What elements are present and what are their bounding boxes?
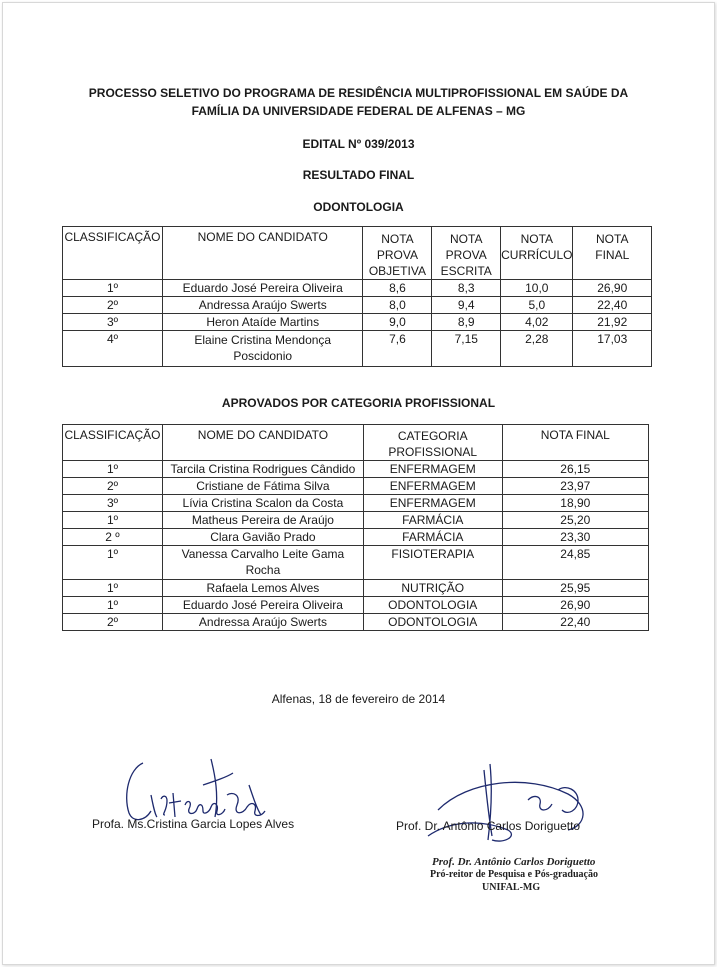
- right-signatory-name: Prof. Dr. Antônio Carlos Doriguetto: [396, 819, 581, 833]
- table-row: [63, 597, 649, 614]
- table-row: [63, 478, 649, 495]
- table-row: [63, 512, 649, 529]
- cell-nota-escrita: 7,15: [432, 331, 501, 367]
- cell-nota-final: 22,40: [573, 297, 652, 314]
- section-heading-aprovados: APROVADOS POR CATEGORIA PROFISSIONAL: [221, 396, 496, 410]
- cell-categoria: NUTRIÇÃO: [363, 580, 502, 597]
- table-row: [63, 280, 652, 297]
- category-table: [62, 424, 649, 631]
- cell-nome: Elaine Cristina Mendonça Poscidonio: [162, 331, 363, 367]
- cell-nota-final: 26,90: [573, 280, 652, 297]
- table-row: [63, 331, 652, 367]
- cell-classificacao: 2º: [63, 614, 163, 631]
- col-header-nome: NOME DO CANDIDATO: [162, 227, 363, 280]
- stamp-name: Prof. Dr. Antônio Carlos Doriguetto: [432, 856, 596, 868]
- doc-title-line1: PROCESSO SELETIVO DO PROGRAMA DE RESIDÊNCIA MULTIPROFISSIONAL EM SAÚDE DA: [88, 86, 629, 100]
- table-row: [63, 614, 649, 631]
- right-signature-icon: [408, 760, 608, 855]
- col-header-nota-final: NOTA FINAL: [573, 227, 652, 280]
- cell-classificacao: 4º: [63, 331, 163, 367]
- place-and-date: Alfenas, 18 de fevereiro de 2014: [271, 692, 446, 706]
- cell-nota-final: 26,90: [502, 597, 648, 614]
- cell-nota-objetiva: 7,6: [363, 331, 432, 367]
- left-signatory-name: Profa. Ms.Cristina Garcia Lopes Alves: [92, 817, 295, 831]
- cell-nome: Andressa Araújo Swerts: [162, 614, 363, 631]
- cell-classificacao: 1º: [63, 512, 163, 529]
- cell-nome: Heron Ataíde Martins: [162, 314, 363, 331]
- table-row: [63, 314, 652, 331]
- edital-number: EDITAL Nº 039/2013: [302, 137, 415, 151]
- col-header-classificacao: CLASSIFICAÇÃO: [63, 227, 163, 280]
- col-header-nota-objetiva: NOTA PROVA OBJETIVA: [363, 227, 432, 280]
- cell-nota-final: 23,30: [502, 529, 648, 546]
- table-header-row: [63, 227, 652, 280]
- cell-nome: Rafaela Lemos Alves: [162, 580, 363, 597]
- cell-nota-final: 24,85: [502, 546, 648, 580]
- col-header-nota-curriculo: NOTA CURRÍCULO: [501, 227, 573, 280]
- cell-categoria: FARMÁCIA: [363, 529, 502, 546]
- cell-nome: Eduardo José Pereira Oliveira: [162, 280, 363, 297]
- cell-nota-curriculo: 4,02: [501, 314, 573, 331]
- cell-classificacao: 1º: [63, 580, 163, 597]
- cell-nota-curriculo: 5,0: [501, 297, 573, 314]
- cell-classificacao: 3º: [63, 495, 163, 512]
- stamp-role: Pró-reitor de Pesquisa e Pós-graduação: [430, 869, 598, 880]
- cell-classificacao: 1º: [63, 546, 163, 580]
- col-header-categoria: CATEGORIA PROFISSIONAL: [363, 425, 502, 461]
- cell-classificacao: 1º: [63, 597, 163, 614]
- cell-categoria: ENFERMAGEM: [363, 495, 502, 512]
- cell-nota-final: 18,90: [502, 495, 648, 512]
- col-header-nota-final: NOTA FINAL: [502, 425, 648, 461]
- cell-nome: Lívia Cristina Scalon da Costa: [162, 495, 363, 512]
- cell-nome: Eduardo José Pereira Oliveira: [162, 597, 363, 614]
- area-heading: ODONTOLOGIA: [313, 200, 404, 214]
- table-row: [63, 297, 652, 314]
- cell-classificacao: 2 º: [63, 529, 163, 546]
- table-row: [63, 461, 649, 478]
- cell-nota-final: 25,95: [502, 580, 648, 597]
- cell-nota-final: 26,15: [502, 461, 648, 478]
- cell-nome: Cristiane de Fátima Silva: [162, 478, 363, 495]
- cell-nome: Vanessa Carvalho Leite Gama Rocha: [162, 546, 363, 580]
- cell-nota-final: 21,92: [573, 314, 652, 331]
- cell-nome: Matheus Pereira de Araújo: [162, 512, 363, 529]
- results-table: [62, 226, 652, 367]
- cell-classificacao: 3º: [63, 314, 163, 331]
- col-header-nome: NOME DO CANDIDATO: [162, 425, 363, 461]
- cell-nota-escrita: 9,4: [432, 297, 501, 314]
- cell-categoria: FARMÁCIA: [363, 512, 502, 529]
- cell-nome: Tarcila Cristina Rodrigues Cândido: [162, 461, 363, 478]
- cell-nota-escrita: 8,9: [432, 314, 501, 331]
- cell-nota-curriculo: 10,0: [501, 280, 573, 297]
- table-row: [63, 495, 649, 512]
- cell-nota-final: 25,20: [502, 512, 648, 529]
- cell-categoria: ENFERMAGEM: [363, 461, 502, 478]
- cell-nome: Clara Gavião Prado: [162, 529, 363, 546]
- stamp-institution: UNIFAL-MG: [482, 882, 541, 893]
- table-row: [63, 580, 649, 597]
- table-row: [63, 546, 649, 580]
- cell-nota-final: 17,03: [573, 331, 652, 367]
- col-header-classificacao: CLASSIFICAÇÃO: [63, 425, 163, 461]
- cell-nota-final: 22,40: [502, 614, 648, 631]
- cell-nota-objetiva: 9,0: [363, 314, 432, 331]
- cell-categoria: ODONTOLOGIA: [363, 614, 502, 631]
- cell-classificacao: 1º: [63, 461, 163, 478]
- result-heading: RESULTADO FINAL: [302, 168, 415, 182]
- cell-nota-escrita: 8,3: [432, 280, 501, 297]
- doc-title-line2: FAMÍLIA DA UNIVERSIDADE FEDERAL DE ALFENAS – MG: [191, 104, 526, 118]
- cell-categoria: FISIOTERAPIA: [363, 546, 502, 580]
- cell-categoria: ODONTOLOGIA: [363, 597, 502, 614]
- cell-classificacao: 1º: [63, 280, 163, 297]
- cell-categoria: ENFERMAGEM: [363, 478, 502, 495]
- cell-nota-final: 23,97: [502, 478, 648, 495]
- cell-classificacao: 2º: [63, 478, 163, 495]
- table-header-row: [63, 425, 649, 461]
- cell-nome: Andressa Araújo Swerts: [162, 297, 363, 314]
- table-row: [63, 529, 649, 546]
- cell-nota-objetiva: 8,6: [363, 280, 432, 297]
- cell-nota-objetiva: 8,0: [363, 297, 432, 314]
- col-header-nota-escrita: NOTA PROVA ESCRITA: [432, 227, 501, 280]
- cell-nota-curriculo: 2,28: [501, 331, 573, 367]
- cell-classificacao: 2º: [63, 297, 163, 314]
